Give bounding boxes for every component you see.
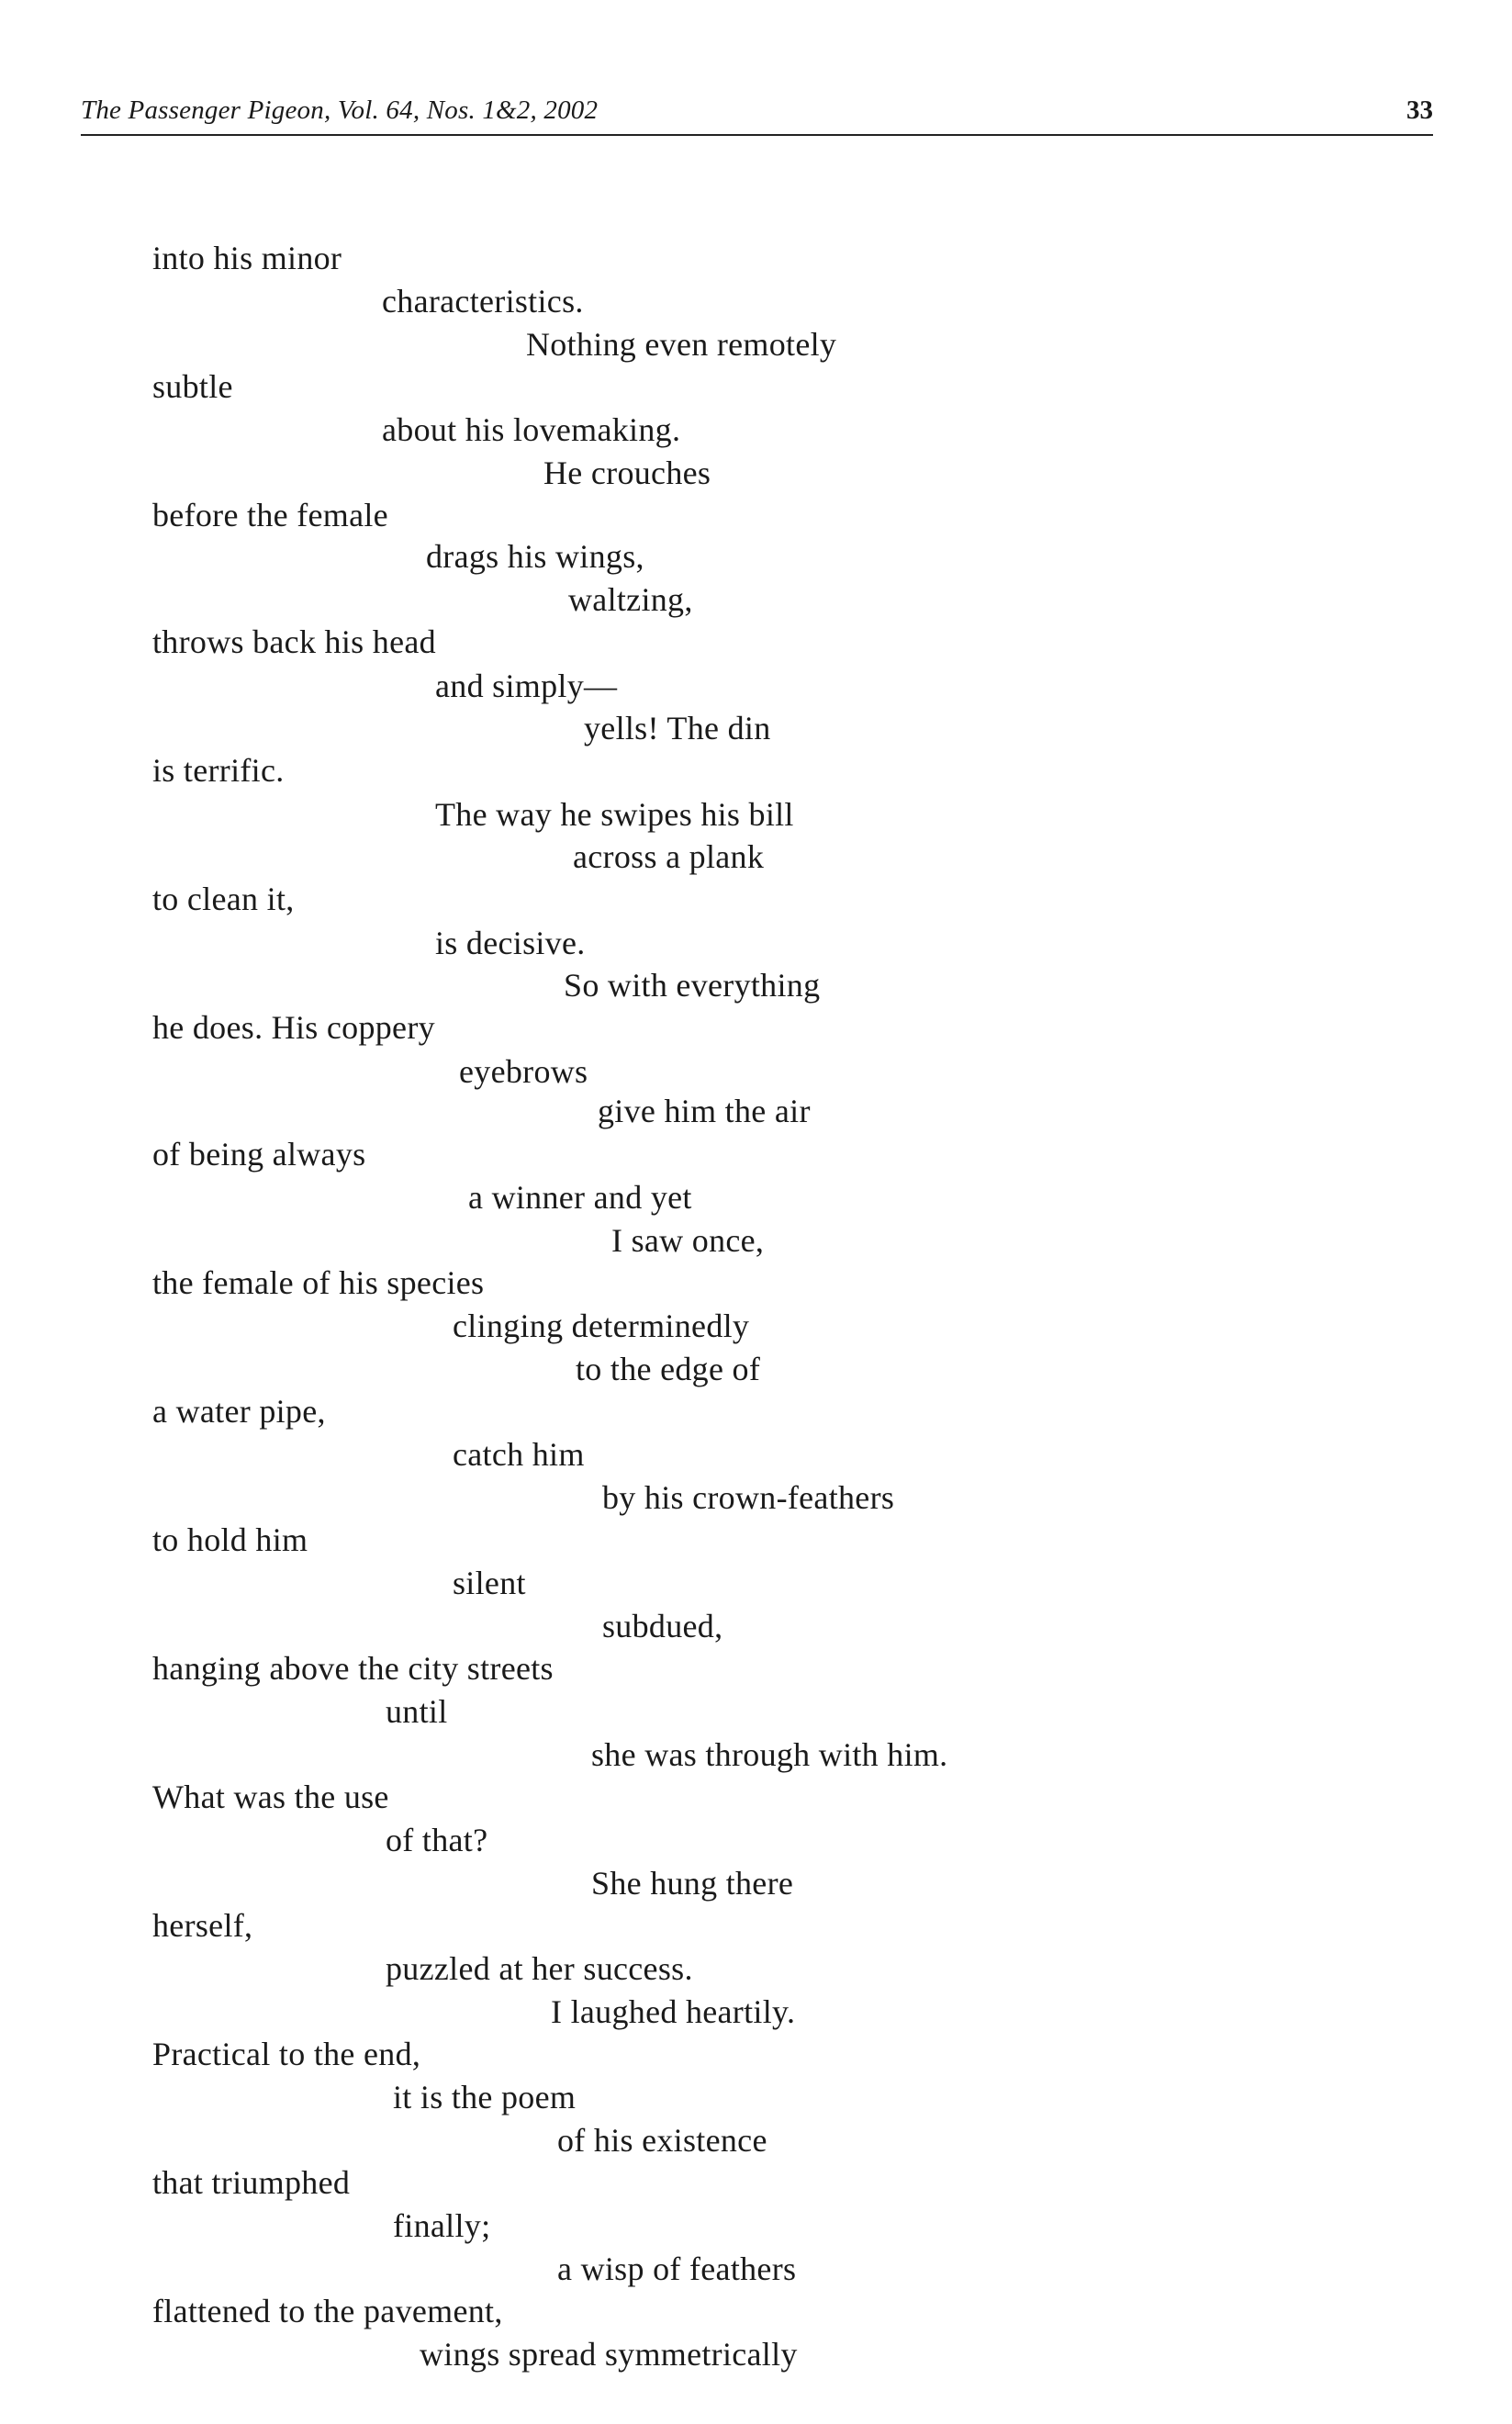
- poem-line: subtle: [152, 368, 233, 405]
- poem-line: throws back his head: [152, 623, 436, 660]
- poem-line: is terrific.: [152, 752, 285, 789]
- poem-line: into his minor: [152, 240, 342, 276]
- poem-line: eyebrows: [459, 1053, 588, 1090]
- poem-line: subdued,: [602, 1608, 723, 1644]
- poem-line: I laughed heartily.: [551, 1993, 796, 2030]
- poem-line: puzzled at her success.: [386, 1950, 693, 1987]
- poem-line: Nothing even remotely: [526, 326, 837, 363]
- poem-line: the female of his species: [152, 1264, 485, 1301]
- poem-line: catch him: [453, 1436, 585, 1473]
- poem-line: of that?: [386, 1822, 488, 1858]
- poem-line: wings spread symmetrically: [420, 2336, 798, 2373]
- poem-line: about his lovemaking.: [382, 411, 681, 448]
- poem-line: it is the poem: [393, 2079, 577, 2115]
- poem-line: across a plank: [573, 838, 765, 875]
- poem-line: and simply—: [435, 668, 618, 704]
- poem-line: yells! The din: [584, 710, 771, 746]
- poem-line: to the edge of: [576, 1351, 761, 1387]
- poem-line: until: [386, 1693, 448, 1730]
- poem-line: he does. His coppery: [152, 1009, 435, 1046]
- poem-line: by his crown-feathers: [602, 1479, 895, 1516]
- poem-line: to clean it,: [152, 881, 295, 917]
- poem-line: of his existence: [557, 2122, 767, 2159]
- poem-line: of being always: [152, 1136, 366, 1173]
- poem-line: she was through with him.: [591, 1736, 948, 1773]
- poem-line: I saw once,: [611, 1222, 765, 1259]
- poem-line: a wisp of feathers: [557, 2250, 797, 2287]
- page-number: 33: [1406, 95, 1433, 125]
- poem-line: flattened to the pavement,: [152, 2293, 503, 2329]
- poem-line: before the female: [152, 497, 388, 533]
- poem-line: He crouches: [543, 454, 711, 491]
- poem-line: What was the use: [152, 1779, 389, 1815]
- poem-line: Practical to the end,: [152, 2036, 421, 2072]
- poem-line: finally;: [393, 2207, 491, 2244]
- poem-line: a winner and yet: [468, 1179, 692, 1216]
- poem-line: So with everything: [564, 967, 821, 1004]
- poem-line: that triumphed: [152, 2164, 351, 2201]
- poem-line: is decisive.: [435, 925, 586, 961]
- journal-citation: The Passenger Pigeon, Vol. 64, Nos. 1&2, 2002: [81, 95, 599, 125]
- poem-line: clinging determinedly: [453, 1307, 750, 1344]
- poem-line: drags his wings,: [426, 538, 644, 575]
- poem-line: a water pipe,: [152, 1393, 326, 1430]
- poem-line: She hung there: [591, 1865, 794, 1902]
- poem-line: characteristics.: [382, 283, 584, 320]
- poem-line: silent: [453, 1565, 526, 1601]
- poem-line: The way he swipes his bill: [435, 796, 794, 833]
- poem-line: hanging above the city streets: [152, 1650, 554, 1687]
- poem-line: waltzing,: [568, 581, 693, 618]
- poem-line: herself,: [152, 1907, 253, 1944]
- poem-line: give him the air: [598, 1093, 811, 1129]
- poem-line: to hold him: [152, 1521, 308, 1558]
